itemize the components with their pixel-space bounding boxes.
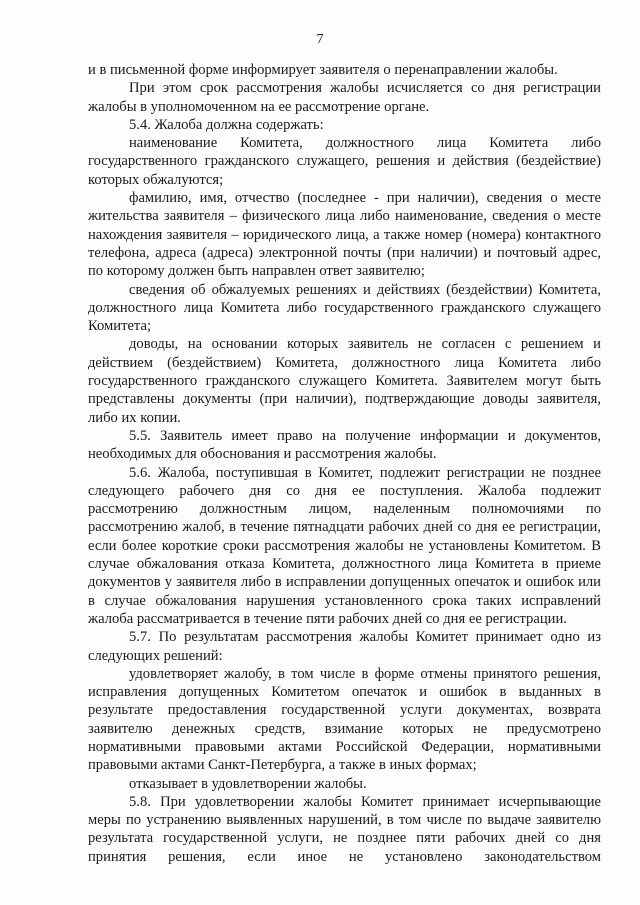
document-body: [88, 61, 601, 866]
page-number: 7: [316, 32, 324, 47]
paragraph-p04: наименование Комитета, должностного лица Комитета либо государственного гражданского служащего, решения и действия (бездействие) которых обжалуются;: [88, 135, 601, 188]
paragraph-p07: доводы, на основании которых заявитель не согласен с решением и действием (бездействием) Комитета, должностного лица Комитета либо государственного гражданского служащего Комитета. Заявителем могут быть представлены документы (при наличии), подтверждающие доводы заявителя, либо их копии.: [88, 336, 601, 426]
paragraph-p12: отказывает в удовлетворении жалобы.: [129, 775, 367, 792]
paragraph-p03: 5.4. Жалоба должна содержать:: [129, 116, 324, 133]
paragraph-p08: 5.5. Заявитель имеет право на получение информации и документов, необходимых для обоснования и рассмотрения жалобы.: [88, 427, 601, 463]
paragraph-p10: 5.7. По результатам рассмотрения жалобы Комитет принимает одно из следующих решений:: [88, 629, 601, 664]
paragraph-p05: фамилию, имя, отчество (последнее - при наличии), сведения о месте жительства заявителя – физического лица либо наименование, сведения о месте нахождения заявителя – юридического лица, а также номер (номера) контактного телефона, адреса (адреса) электронной почты (при наличии) и почтовый адрес, по которому должен быть направлен ответ заявителю;: [88, 190, 601, 280]
paragraph-p11: удовлетворяет жалобу, в том числе в форме отмены принятого решения, исправления допущенных Комитетом опечаток и ошибок в выданных в результате предоставления государственной услуги документах, возврата заявителю денежных средств, взимание которых не предусмотрено нормативными правовыми актами Российской Федерации, нормативными правовыми актами Санкт-Петербурга, а также в иных формах;: [88, 665, 601, 774]
paragraph-p02: При этом срок рассмотрения жалобы исчисляется со дня регистрации жалобы в уполномоченном на ее рассмотрение органе.: [88, 80, 601, 115]
paragraph-p01: и в письменной форме информирует заявителя о перенаправлении жалобы.: [88, 62, 558, 78]
paragraph-p06: сведения об обжалуемых решениях и действиях (бездействии) Комитета, должностного лица Комитета либо государственного гражданского служащего Комитета;: [88, 281, 601, 335]
paragraph-p09: 5.6. Жалоба, поступившая в Комитет, подлежит регистрации не позднее следующего рабочего дня со дня ее поступления. Жалоба подлежит рассмотрению должностным лицом, наделенным полномочиями по рассмотрению жалоб, в течение пятнадцати рабочих дней со дня ее регистрации, если более короткие сроки рассмотрения жалобы не установлены Комитетом. В случае обжалования отказа Комитета, должностного лица Комитета в приеме документов у заявителя либо в исправлении допущенных опечаток и ошибок или в случае обжалования нарушения установленного срока таких исправлений жалоба рассматривается в течение пяти рабочих дней со дня ее регистрации.: [88, 464, 601, 627]
paragraph-p13: 5.8. При удовлетворении жалобы Комитет принимает исчерпывающие меры по устранению выявленных нарушений, в том числе по выдаче заявителю результата государственной услуги, не позднее пяти рабочих дней со дня принятия решения, если иное не установлено законодательством: [88, 793, 601, 865]
